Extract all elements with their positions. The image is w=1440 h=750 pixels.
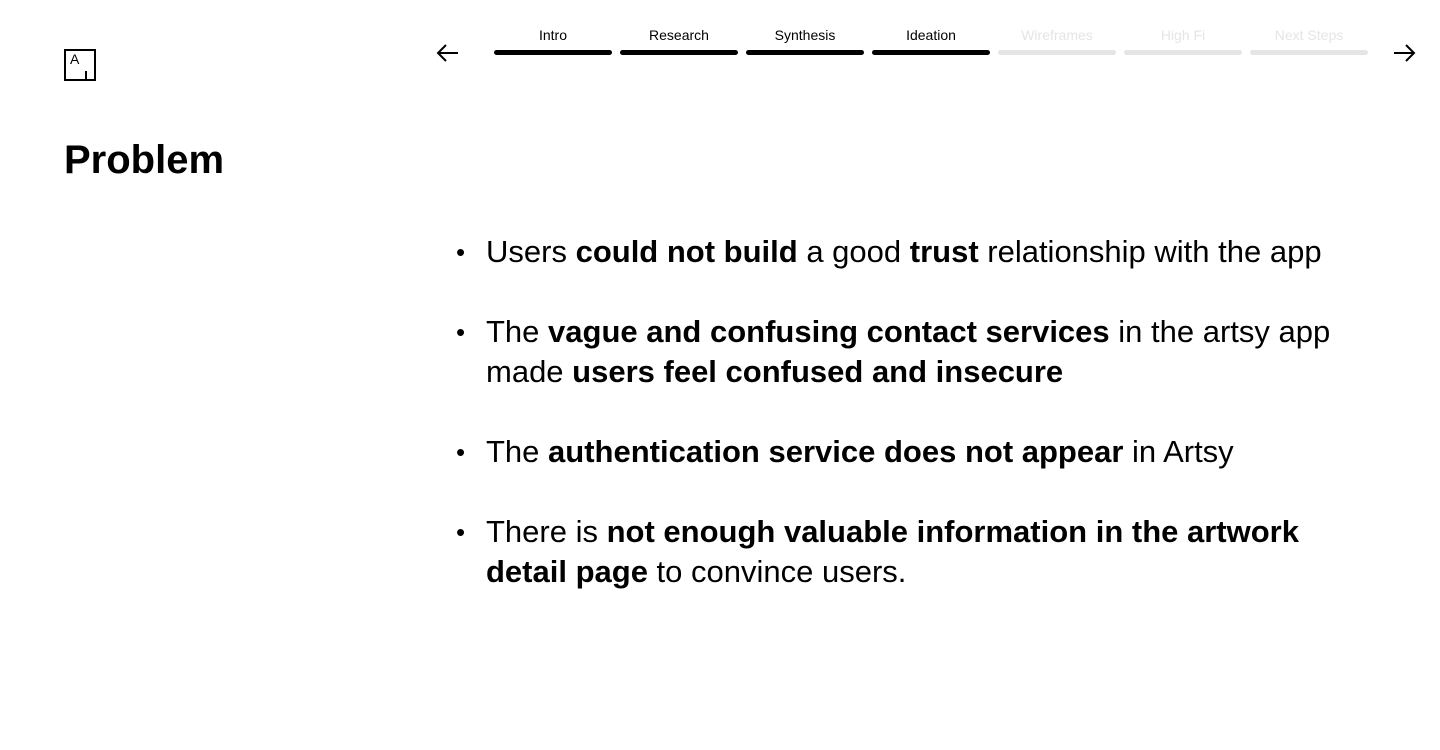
step-intro[interactable] <box>494 26 612 55</box>
emphasis-text: trust <box>909 234 979 269</box>
emphasis-text: not enough valuable information in the artwork detail page <box>486 514 1299 589</box>
body-text: The <box>486 434 549 469</box>
step-label: Wireframes <box>1021 27 1093 43</box>
emphasis-text: vague and confusing contact services <box>548 314 1110 349</box>
bullet-icon: • <box>456 517 466 547</box>
logo[interactable] <box>64 49 96 81</box>
step-next-steps[interactable] <box>1250 26 1368 55</box>
emphasis-text: could not build <box>575 234 798 269</box>
problem-item <box>456 512 1376 592</box>
body-text: in the artsy app made <box>486 314 1331 389</box>
step-high-fi[interactable] <box>1124 26 1242 55</box>
arrow-right-icon[interactable] <box>1390 40 1418 66</box>
step-label: Research <box>649 27 709 43</box>
step-progress-bar <box>494 50 612 55</box>
logo-letter: A <box>70 51 80 67</box>
step-label: Intro <box>538 27 567 43</box>
step-wireframes[interactable] <box>998 26 1116 55</box>
step-progress-bar <box>1250 50 1368 55</box>
step-progress-bar <box>998 50 1116 55</box>
step-label: Next Steps <box>1274 27 1344 43</box>
arrow-left-icon[interactable] <box>434 40 462 66</box>
logo-mark <box>85 71 87 79</box>
step-progress-bar <box>1124 50 1242 55</box>
problem-item <box>456 432 1376 472</box>
problem-list <box>456 232 1376 632</box>
emphasis-text: users feel confused and insecure <box>572 354 1064 389</box>
emphasis-text: authentication service does not appear <box>548 434 1124 469</box>
body-text: in Artsy <box>1123 434 1234 469</box>
step-label: Synthesis <box>774 27 836 43</box>
body-text: There is <box>486 514 607 549</box>
step-label: High Fi <box>1160 27 1206 43</box>
problem-item <box>456 232 1376 272</box>
bullet-icon: • <box>456 317 466 347</box>
step-label: Ideation <box>906 27 956 43</box>
bullet-icon: • <box>456 437 466 467</box>
step-research[interactable] <box>620 26 738 55</box>
body-text: Users <box>486 234 576 269</box>
step-synthesis[interactable] <box>746 26 864 55</box>
step-progress-bar <box>746 50 864 55</box>
body-text: The <box>486 314 549 349</box>
body-text: relationship with the app <box>978 234 1322 269</box>
step-progress-bar <box>620 50 738 55</box>
bullet-icon: • <box>456 237 466 267</box>
page-title: Problem <box>64 138 225 182</box>
body-text: to convince users. <box>647 554 907 589</box>
problem-item <box>456 312 1376 392</box>
body-text: a good <box>797 234 910 269</box>
step-progress-bar <box>872 50 990 55</box>
progress-steps <box>494 26 1368 55</box>
step-ideation[interactable] <box>872 26 990 55</box>
